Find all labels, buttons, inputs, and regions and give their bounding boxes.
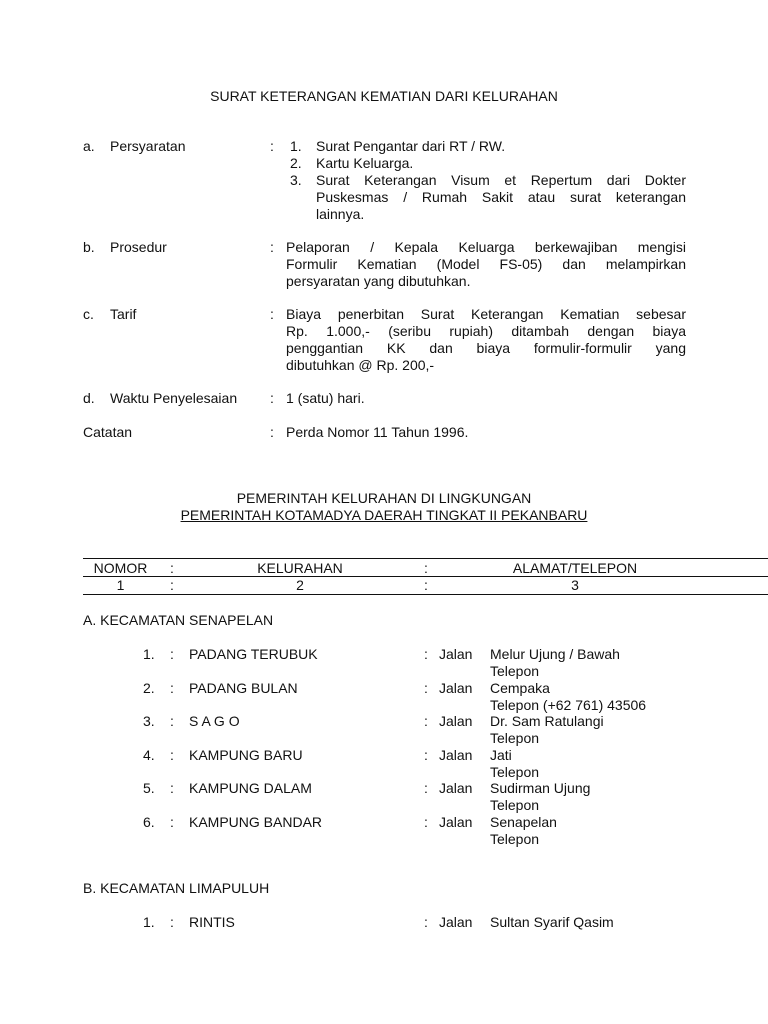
req-d-colon: : (270, 390, 274, 406)
req-c-letter: c. (83, 306, 94, 322)
address-street: Senapelan (490, 813, 557, 830)
address-street: Melur Ujung / Bawah (490, 646, 620, 662)
req-c-colon: : (270, 306, 274, 322)
col-colon: : (170, 577, 174, 593)
kelurahan-name: KAMPUNG BANDAR (189, 813, 323, 830)
row-colon: : (170, 713, 174, 729)
address-phone: Telepon (+62 761) 43506 (490, 696, 647, 713)
row-colon: : (170, 780, 174, 796)
kelurahan-name: PADANG BULAN (189, 679, 298, 696)
row-number: 2. (143, 679, 155, 696)
req-a-item-3-line: Puskesmas / Rumah Sakit atau surat keterangan (316, 189, 686, 205)
req-b-line: Pelaporan / Kepala Keluarga berkewajiban mengisi (286, 239, 686, 255)
row-colon: : (424, 679, 428, 696)
row-number: 4. (143, 746, 155, 763)
req-b-text (286, 239, 686, 290)
kelurahan-name: PADANG TERUBUK (189, 646, 318, 662)
row-colon: : (424, 780, 428, 796)
row-colon: : (424, 646, 428, 662)
address-prefix: Jalan (439, 646, 473, 662)
address-prefix: Jalan (439, 746, 473, 763)
kelurahan-name: KAMPUNG DALAM (189, 780, 312, 796)
req-a-item-3-line: lainnya. (316, 206, 365, 222)
col-colon: : (424, 560, 428, 576)
kelurahan-name: S A G O (189, 713, 240, 729)
col-colon: : (170, 560, 174, 576)
address-prefix: Jalan (439, 813, 473, 830)
row-colon: : (170, 914, 174, 930)
col-header-nomor: NOMOR (93, 560, 148, 576)
address-street: Jati (490, 746, 512, 763)
document-title: SURAT KETERANGAN KEMATIAN DARI KELURAHAN (210, 88, 558, 104)
req-a-item-1-text: Surat Pengantar dari RT / RW. (316, 138, 506, 154)
row-number: 5. (143, 780, 155, 796)
req-b-line: Formulir Kematian (Model FS-05) dan melampirkan (286, 256, 686, 272)
address-prefix: Jalan (439, 914, 473, 930)
address-phone: Telepon (490, 830, 540, 847)
col-header-kelurahan: KELURAHAN (257, 560, 343, 576)
col-colon: : (424, 577, 428, 593)
section-heading-line1: PEMERINTAH KELURAHAN DI LINGKUNGAN (236, 490, 532, 506)
table-rule-bottom (83, 594, 768, 595)
req-a-colon: : (270, 138, 274, 154)
req-c-label: Tarif (110, 306, 137, 322)
address-prefix: Jalan (439, 713, 473, 729)
req-c-line: Biaya penerbitan Surat Keterangan Kematian sebesar (286, 306, 686, 322)
row-number: 1. (143, 914, 155, 930)
req-b-line: persyaratan yang dibutuhkan. (286, 273, 471, 289)
req-a-label: Persyaratan (110, 138, 186, 154)
req-d-label: Waktu Penyelesaian (110, 390, 238, 406)
row-colon: : (424, 713, 428, 729)
row-number: 3. (143, 713, 155, 729)
req-c-line: dibutuhkan @ Rp. 200,- (286, 357, 435, 373)
note-label: Catatan (83, 424, 133, 440)
row-colon: : (424, 813, 428, 830)
req-c-text (286, 306, 686, 374)
note-value: Perda Nomor 11 Tahun 1996. (286, 424, 469, 440)
row-colon: : (170, 646, 174, 662)
address-street: Sultan Syarif Qasim (490, 914, 614, 930)
req-a-letter: a. (83, 138, 95, 154)
address-street: Dr. Sam Ratulangi (490, 713, 604, 729)
address-phone: Telepon (490, 797, 540, 813)
req-a-item-3-num: 3. (290, 172, 302, 188)
address-prefix: Jalan (439, 780, 473, 796)
kelurahan-name: RINTIS (189, 914, 235, 930)
address-street: Sudirman Ujung (490, 780, 591, 796)
req-a-item-3-line: Surat Keterangan Visum et Repertum dari Dokter (316, 172, 686, 188)
col-number-1: 1 (116, 577, 125, 593)
req-c-line: Rp. 1.000,- (seribu rupiah) ditambah dengan biaya (286, 323, 686, 339)
row-colon: : (170, 813, 174, 830)
req-c-line: penggantian KK dan biaya formulir-formulir yang (286, 340, 686, 356)
req-b-colon: : (270, 239, 274, 255)
address-phone: Telepon (490, 663, 540, 679)
kelurahan-name: KAMPUNG BARU (189, 746, 303, 763)
section-title-b: B. KECAMATAN LIMAPULUH (83, 880, 270, 896)
section-title-a: A. KECAMATAN SENAPELAN (83, 612, 274, 628)
req-d-value: 1 (satu) hari. (286, 390, 365, 406)
row-colon: : (170, 679, 174, 696)
row-colon: : (170, 746, 174, 763)
row-colon: : (424, 746, 428, 763)
col-number-3: 3 (571, 577, 579, 593)
note-colon: : (270, 424, 274, 440)
req-b-letter: b. (83, 239, 95, 255)
address-prefix: Jalan (439, 679, 473, 696)
req-d-letter: d. (83, 390, 95, 406)
req-a-item-1-num: 1. (290, 138, 302, 154)
req-a-item-2-num: 2. (290, 155, 302, 171)
address-phone: Telepon (490, 730, 540, 746)
row-number: 6. (143, 813, 155, 830)
address-street: Cempaka (490, 679, 550, 696)
req-b-label: Prosedur (110, 239, 167, 255)
col-number-2: 2 (296, 577, 304, 593)
section-heading-line2: PEMERINTAH KOTAMADYA DAERAH TINGKAT II PEKANBARU (180, 507, 588, 523)
col-header-alamat: ALAMAT/TELEPON (512, 560, 638, 576)
req-a-item-3-text (316, 172, 686, 223)
table-rule-top (83, 558, 768, 559)
row-number: 1. (143, 646, 155, 662)
row-colon: : (424, 914, 428, 930)
req-a-item-2-text: Kartu Keluarga. (316, 155, 414, 171)
address-phone: Telepon (490, 763, 540, 780)
